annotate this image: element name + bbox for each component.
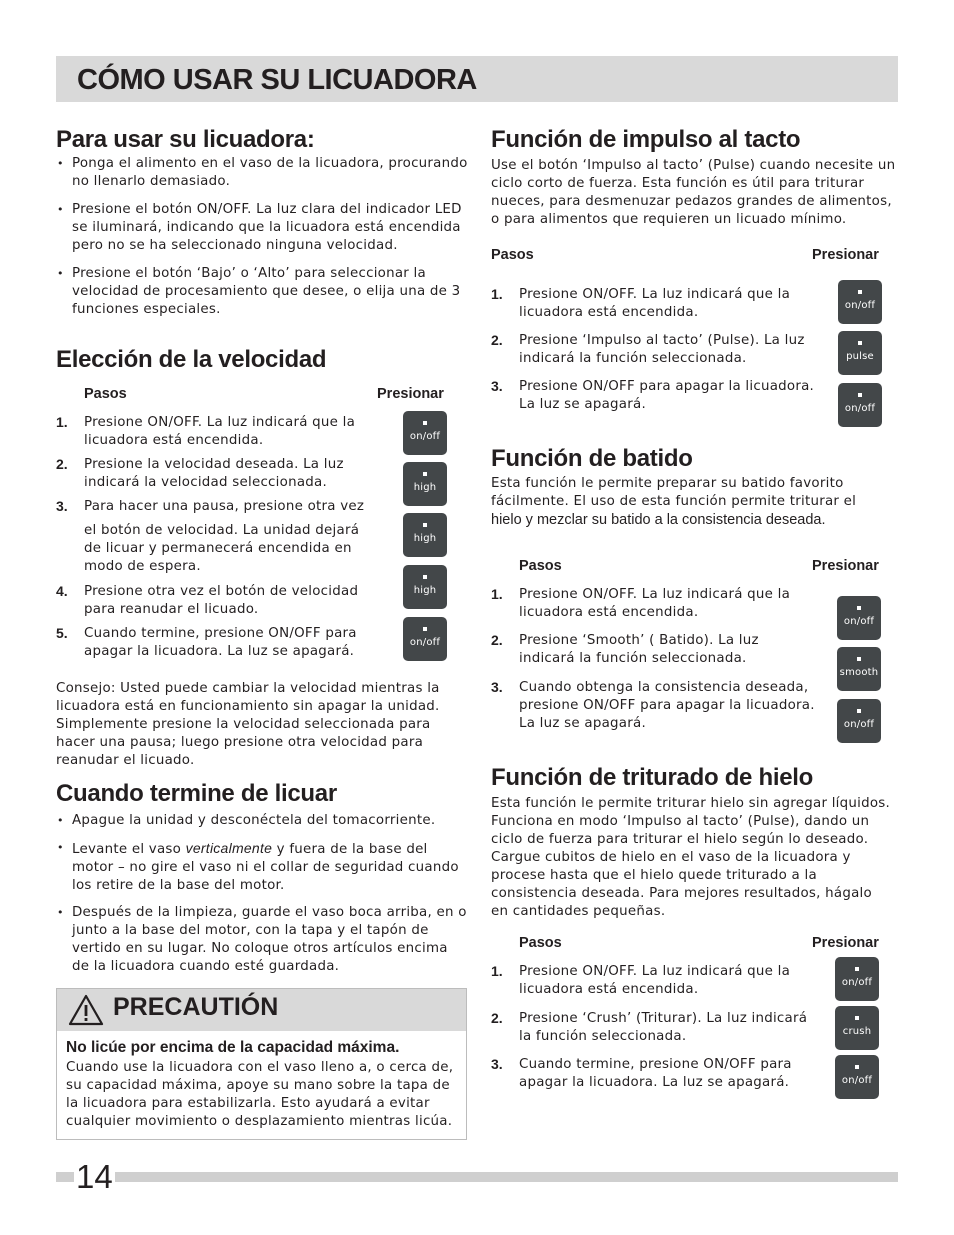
pasos-label: Pasos [519,558,562,574]
presionar-label: Presionar [377,386,444,402]
smooth-button[interactable] [837,647,881,691]
footer-bar [56,1172,898,1182]
button-label: high [413,585,437,596]
step-text: Cuando termine, presione ON/OFF para apagar la licuadora. La luz se apagará. [84,626,357,659]
crush-button[interactable] [835,1006,879,1050]
indicator-light-icon [857,657,861,661]
list-item-text: Levante el vaso [72,842,186,857]
on-off-button[interactable] [837,699,881,743]
step-number: 5. [56,625,68,641]
step-text: Presione la velocidad deseada. La luz indicará la velocidad seleccionada. [84,457,344,490]
step-number: 1. [491,286,503,302]
step-text: Presione ‘Crush’ (Triturar). La luz indicará la función seleccionada. [519,1011,808,1044]
list-item: • Presione el botón ‘Bajo’ o ‘Alto’ para seleccionar la velocidad de procesamiento que desee, o elija una de 3 funciones especiales. [57,265,469,319]
batido-intro-2: hielo y mezclar su batido a la consistencia deseada. [491,512,826,528]
caution-subtitle: No licúe por encima de la capacidad máxima. [66,1039,400,1056]
velocidad-heading: Elección de la velocidad [56,346,327,373]
caution-body: Cuando use la licuadora con el vaso lleno a, o cerca de, su capacidad máxima, apoye su mano sobre la tapa de la licuadora para estabilizarla. Esto ayudará a evitar cualquier movimiento o desplazamiento mientras licúa. [66,1060,454,1129]
pasos-label: Pasos [84,386,127,402]
button-label: crush [842,1026,872,1037]
indicator-light-icon [423,575,427,579]
list-item: • Apague la unidad y desconéctela del tomacorriente. [57,812,469,830]
step-text: Cuando obtenga la consistencia deseada, presione ON/OFF para apagar la licuadora. La luz se apagará. [519,680,815,731]
para-usar-heading: Para usar su licuadora: [56,126,315,153]
step-number: 2. [56,456,68,472]
hielo-intro: Esta función le permite triturar hielo sin agregar líquidos. Funciona en modo ‘Impulso al tacto’ (Pulse), dando un ciclo de fuerza para triturar el hielo según lo deseado. Cargue cubitos de hielo en el vaso de la licuadora y procese hasta que el hielo quede triturado a la consistencia deseada. Para mejores resultados, hágalo en cantidades pequeñas. [491,796,891,919]
caution-box [56,988,467,1140]
on-off-button[interactable] [838,280,882,324]
indicator-light-icon [858,341,862,345]
title-bar [56,56,898,102]
warning-triangle-icon [68,994,104,1026]
button-label: smooth [839,667,879,678]
emphasis: verticalmente [185,840,273,856]
step-text: Presione otra vez el botón de velocidad para reanudar el licuado. [84,584,359,617]
on-off-button[interactable] [403,617,447,661]
page-number: 14 [76,1158,113,1195]
step-number: 3. [56,498,68,514]
indicator-light-icon [857,709,861,713]
button-label: on/off [844,403,876,414]
step-number: 3. [491,378,503,394]
impulso-intro: Use el botón ‘Impulso al tacto’ (Pulse) cuando necesite un ciclo corto de fuerza. Esta función es útil para triturar nueces, para desmenuzar pedazos grandes de alimentos, o para alimentos que requieren un licuado mínimo. [491,158,896,227]
step-text: Cuando termine, presione ON/OFF para apagar la licuadora. La luz se apagará. [519,1057,792,1090]
button-label: on/off [841,977,873,988]
high-button[interactable] [403,513,447,557]
button-label: on/off [409,637,441,648]
page-title: CÓMO USAR SU LICUADORA [77,64,477,96]
high-button[interactable] [403,462,447,506]
button-label: high [413,533,437,544]
hielo-heading: Función de triturado de hielo [491,764,813,791]
consejo-text: Consejo: Usted puede cambiar la velocidad mientras la licuadora está en funcionamiento sin apagar la unidad. Simplemente presione la velocidad seleccionada para hacer una pausa; luego presione otra velocidad para reanudar el licuado. [56,681,440,768]
indicator-light-icon [855,1016,859,1020]
on-off-button[interactable] [837,596,881,640]
step-number: 2. [491,632,503,648]
batido-heading: Función de batido [491,445,693,472]
list-item: • Presione el botón ON/OFF. La luz clara del indicador LED se iluminará, indicando que la licuadora está encendida pero no se ha seleccionado ninguna velocidad. [57,201,469,255]
caution-header [57,989,466,1031]
step-number: 2. [491,1010,503,1026]
presionar-label: Presionar [812,935,879,951]
list-item [57,839,469,895]
step-number: 1. [491,963,503,979]
indicator-light-icon [423,627,427,631]
step-text: Presione ON/OFF. La luz indicará que la licuadora está encendida. [519,287,791,320]
list-item: • Ponga el alimento en el vaso de la licuadora, procurando no llenarlo demasiado. [57,155,469,191]
pulse-button[interactable] [838,331,882,375]
indicator-light-icon [855,967,859,971]
step-text: Para hacer una pausa, presione otra vez [84,499,365,514]
pasos-label: Pasos [519,935,562,951]
indicator-light-icon [423,472,427,476]
on-off-button[interactable] [403,411,447,455]
indicator-light-icon [857,606,861,610]
indicator-light-icon [858,290,862,294]
step-number: 2. [491,332,503,348]
button-label: on/off [843,616,875,627]
list-item: • Después de la limpieza, guarde el vaso boca arriba, en o junto a la base del motor, con la tapa y el tapón de vertido en su lugar. No coloque otros artículos encima de la licuadora cuando esté guardada. [57,904,469,976]
pasos-label: Pasos [491,247,534,263]
button-label: high [413,482,437,493]
step-number: 1. [491,586,503,602]
step-number: 1. [56,414,68,430]
step-text: Presione ON/OFF. La luz indicará que la licuadora está encendida. [519,964,791,997]
batido-intro: Esta función le permite preparar su batido favorito fácilmente. El uso de esta función permite triturar el [491,476,857,509]
on-off-button[interactable] [838,383,882,427]
button-label: on/off [843,719,875,730]
step-number: 3. [491,679,503,695]
presionar-label: Presionar [812,247,879,263]
step-text: Presione ‘Smooth’ ( Batido). La luz indicará la función seleccionada. [519,633,759,666]
list-item-text: y fuera de la base del motor – no gire el vaso ni el collar de seguridad cuando los retire de la base del motor. [72,842,459,893]
on-off-button[interactable] [835,1055,879,1099]
para-usar-list [57,155,469,319]
indicator-light-icon [855,1065,859,1069]
step-number: 3. [491,1056,503,1072]
step-text: Presione ON/OFF. La luz indicará que la licuadora está encendida. [519,587,791,620]
button-label: on/off [409,431,441,442]
step-text: Presione ‘Impulso al tacto’ (Pulse). La luz indicará la función seleccionada. [519,333,805,366]
indicator-light-icon [858,393,862,397]
termine-heading: Cuando termine de licuar [56,780,337,807]
button-label: pulse [846,351,874,362]
indicator-light-icon [423,421,427,425]
high-button[interactable] [403,565,447,609]
button-label: on/off [841,1075,873,1086]
button-label: on/off [844,300,876,311]
presionar-label: Presionar [812,558,879,574]
indicator-light-icon [423,523,427,527]
step-number: 4. [56,583,68,599]
step-text: Presione ON/OFF para apagar la licuadora. La luz se apagará. [519,379,815,412]
termine-list [57,812,469,976]
caution-title: PRECAUTIÓN [113,993,279,1021]
step-text: el botón de velocidad. La unidad dejará de licuar y permanecerá encendida en modo de espera. [84,523,360,574]
on-off-button[interactable] [835,957,879,1001]
impulso-heading: Función de impulso al tacto [491,126,801,153]
step-text: Presione ON/OFF. La luz indicará que la licuadora está encendida. [84,415,356,448]
